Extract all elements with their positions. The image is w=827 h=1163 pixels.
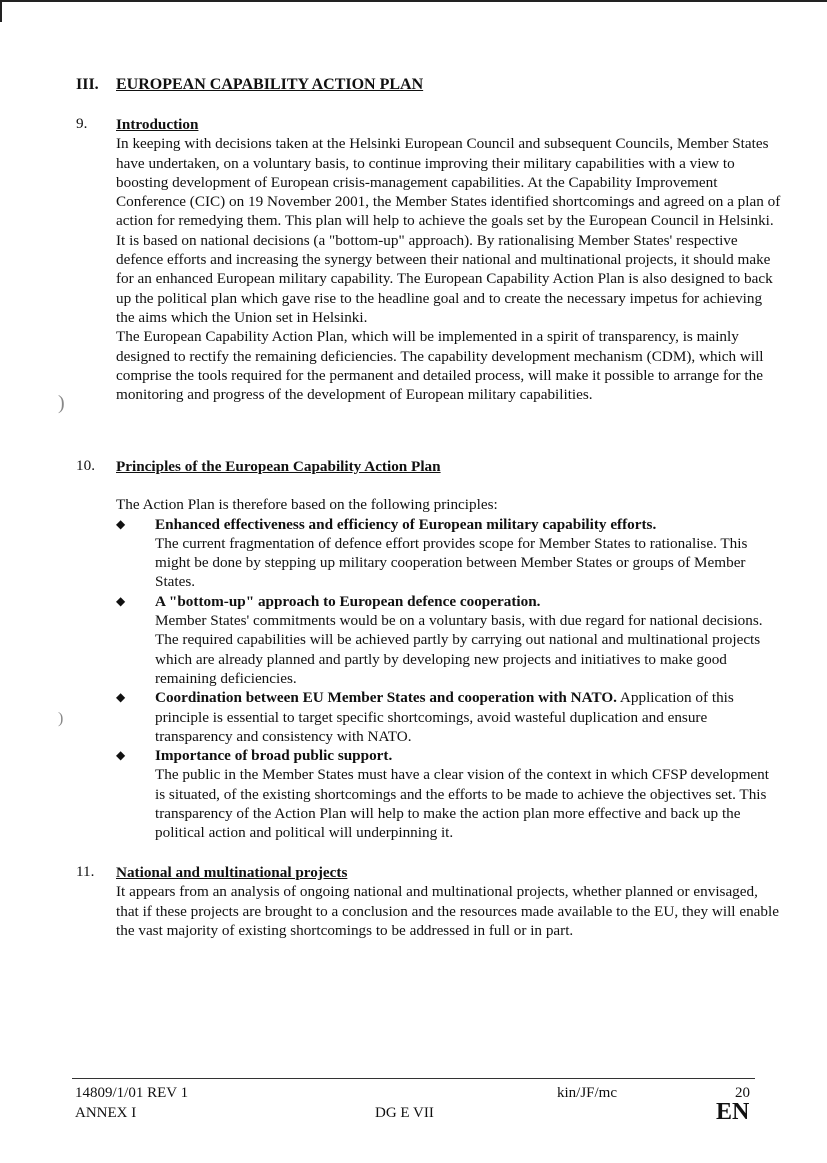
paragraph-heading: Principles of the European Capability Action Plan — [116, 458, 441, 475]
list-item — [116, 688, 781, 746]
list-item — [116, 515, 781, 592]
diamond-bullet-icon: ◆ — [116, 593, 126, 608]
bullet-text: Application of this principle is essential to target specific shortcomings, avoid wasteful duplication and ensure transparency and consistency with NATO. — [155, 689, 734, 745]
bullet-title: A "bottom-up" approach to European defence cooperation. — [155, 592, 541, 610]
list-item — [116, 592, 781, 688]
paragraph-heading: National and multinational projects — [116, 864, 348, 881]
list-item — [116, 746, 781, 842]
paragraph-intro: The Action Plan is therefore based on the following principles: — [116, 496, 498, 514]
bullet-title: Enhanced effectiveness and efficiency of European military capability efforts. — [155, 515, 657, 533]
footer-language: EN — [716, 1099, 750, 1125]
paragraph-text: The European Capability Action Plan, which will be implemented in a spirit of transparency, is mainly designed to rectify the remaining deficiencies. The capability development mechanism (CDM), which will comprise the tools required for the permanent and detailed process, will make it possible to arrange for the monitoring and progress of the development of European military capabilities. — [116, 328, 764, 404]
paragraph-number: 9. — [76, 115, 88, 132]
bullet-text: The public in the Member States must have a clear vision of the context in which CFSP development is situated, of the existing shortcomings and the efforts to be made to achieve the objectives set. This transparency of the Action Plan will help to make the action plan more effective and back up the political action and political will underpinning it. — [155, 766, 769, 842]
bullet-title: Importance of broad public support. — [155, 747, 393, 765]
footer-dg: DG E VII — [375, 1105, 434, 1121]
section-heading — [76, 76, 423, 94]
diamond-bullet-icon: ◆ — [116, 690, 126, 705]
bullet-title: Coordination between EU Member States and cooperation with NATO. — [155, 689, 617, 707]
top-border — [0, 0, 827, 2]
footer-doc-ref: 14809/1/01 REV 1 — [75, 1085, 189, 1101]
footer-annex: ANNEX I — [75, 1105, 137, 1121]
scan-artifact: ) — [58, 710, 64, 727]
paragraph-number: 10. — [76, 457, 95, 474]
section-title: EUROPEAN CAPABILITY ACTION PLAN — [116, 76, 424, 93]
paragraph-number: 11. — [76, 863, 95, 880]
principles-list — [116, 515, 781, 843]
paragraph-heading: Introduction — [116, 116, 199, 133]
bullet-text: The current fragmentation of defence effort provides scope for Member States to rationalise. This might be done by stepping up military cooperation between Member States or groups of Member States. — [155, 534, 748, 591]
paragraph-9 — [76, 115, 781, 404]
paragraph-11 — [76, 863, 781, 940]
left-border-mark — [0, 0, 2, 22]
footer-initials: kin/JF/mc — [557, 1085, 618, 1101]
bullet-text: Member States' commitments would be on a voluntary basis, with due regard for national decisions. The required capabilities will be achieved partly by carrying out national and multinational projects which are already planned and partly by developing new projects and initiatives to make good remaining deficiencies. — [155, 612, 763, 687]
scan-artifact: ) — [58, 392, 65, 414]
paragraph-10 — [76, 457, 781, 843]
diamond-bullet-icon: ◆ — [116, 748, 126, 763]
diamond-bullet-icon: ◆ — [116, 516, 126, 531]
paragraph-text: It appears from an analysis of ongoing national and multinational projects, whether planned or envisaged, that if these projects are brought to a conclusion and the resources made available to the EU, they will enable the vast majority of existing shortcomings to be addressed in full or in part. — [116, 883, 779, 939]
section-number: III. — [76, 76, 99, 93]
paragraph-text: In keeping with decisions taken at the Helsinki European Council and subsequent Councils, Member States have undertaken, on a voluntary basis, to continue improving their military capabilities with a view to boosting development of European crisis-management capabilities. At the Capability Improvement Conference (CIC) on 19 November 2001, the Member States identified shortcomings and agreed on a plan of action for remedying them. This plan will help to achieve the goals set by the European Council in Helsinki. It is based on national decisions (a "bottom-up" approach). By rationalising Member States' respective defence efforts and increasing the synergy between their national and multinational projects, it should make for an enhanced European military capability. The European Capability Action Plan is also designed to back up the political plan which gave rise to the headline goal and to create the necessary impetus for achieving the aims which the Union set in Helsinki. — [116, 135, 781, 326]
footer-divider — [72, 1078, 755, 1079]
footer-page-number: 20 — [735, 1085, 750, 1101]
